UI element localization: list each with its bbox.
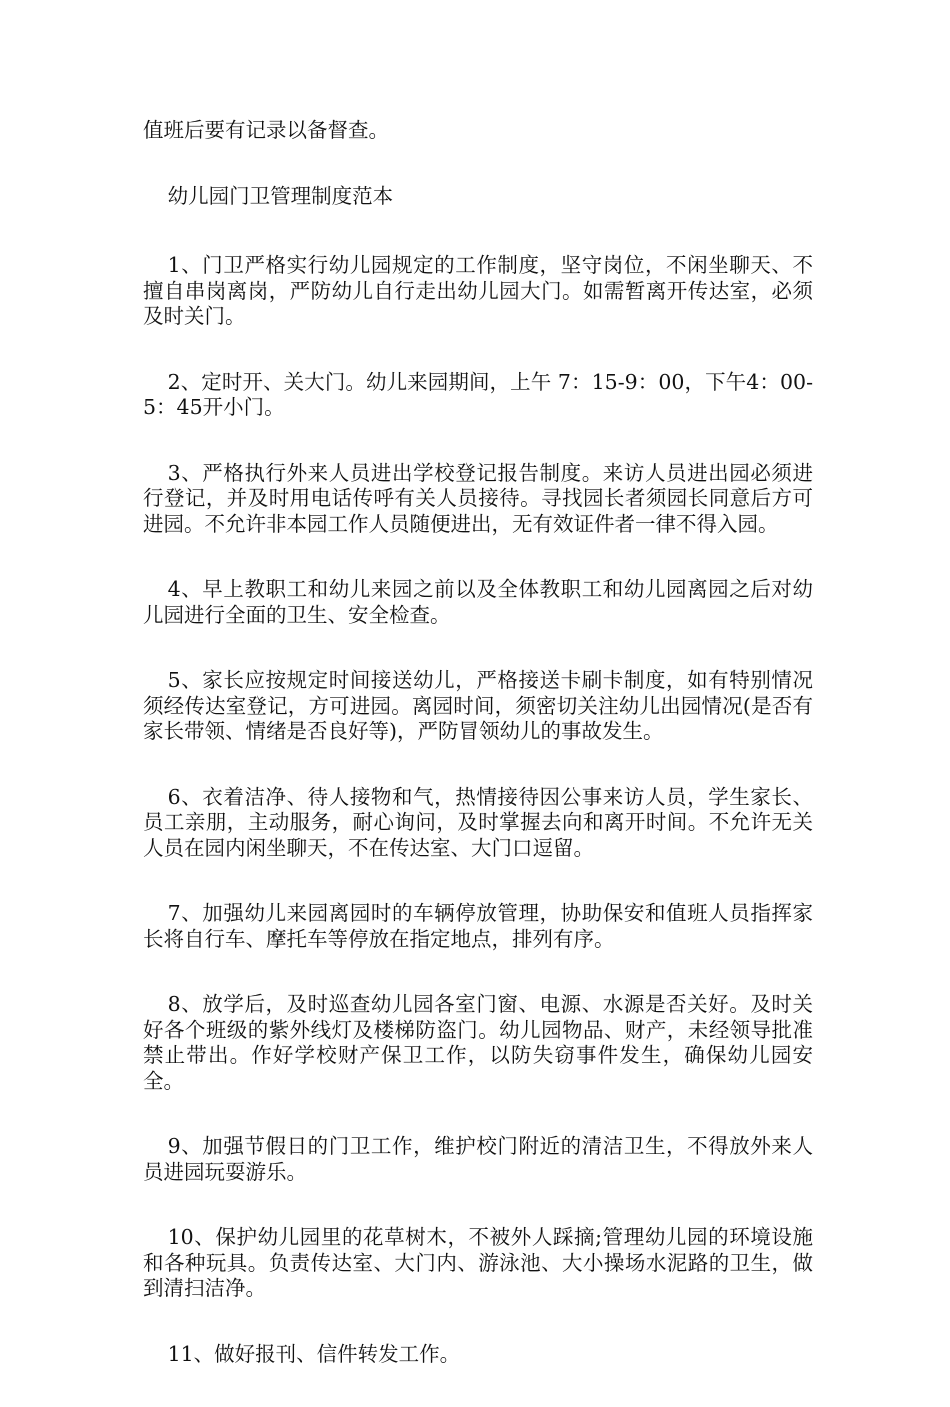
rule-paragraph-4: 4、早上教职工和幼儿来园之前以及全体教职工和幼儿园离园之后对幼儿园进行全面的卫生、安全检查。 xyxy=(143,577,813,627)
lead-paragraph: 值班后要有记录以备督查。 xyxy=(143,118,389,142)
rule-paragraph-9: 9、加强节假日的门卫工作，维护校门附近的清洁卫生，不得放外来人员进园玩耍游乐。 xyxy=(143,1134,813,1184)
rule-paragraph-1: 1、门卫严格实行幼儿园规定的工作制度，坚守岗位，不闲坐聊天、不擅自串岗离岗，严防幼儿自行走出幼儿园大门。如需暂离开传达室，必须及时关门。 xyxy=(143,253,813,328)
document-title: 幼儿园门卫管理制度范本 xyxy=(167,183,394,208)
document-body xyxy=(143,118,813,1407)
rule-paragraph-11: 11、做好报刊、信件转发工作。 xyxy=(167,1341,461,1366)
rule-paragraph-5: 5、家长应按规定时间接送幼儿，严格接送卡刷卡制度，如有特别情况须经传达室登记，方可进园。离园时间，须密切关注幼儿出园情况(是否有家长带领、情绪是否良好等)，严防冒领幼儿的事故发生。 xyxy=(143,668,813,743)
rule-paragraph-10: 10、保护幼儿园里的花草树木，不被外人踩摘;管理幼儿园的环境设施和各种玩具。负责传达室、大门内、游泳池、大小操场水泥路的卫生，做到清扫洁净。 xyxy=(143,1225,813,1300)
rule-paragraph-6: 6、衣着洁净、待人接物和气，热情接待因公事来访人员，学生家长、员工亲朋，主动服务，耐心询问，及时掌握去向和离开时间。不允许无关人员在园内闲坐聊天，不在传达室、大门口逗留。 xyxy=(143,784,813,860)
rule-paragraph-2: 2、定时开、关大门。幼儿来园期间，上午 7：15-9：00，下午4：00-5：45开小门。 xyxy=(143,369,813,419)
rule-paragraph-7: 7、加强幼儿来园离园时的车辆停放管理，协助保安和值班人员指挥家长将自行车、摩托车等停放在指定地点，排列有序。 xyxy=(143,901,813,951)
rule-paragraph-3: 3、严格执行外来人员进出学校登记报告制度。来访人员进出园必须进行登记，并及时用电话传呼有关人员接待。寻找园长者须园长同意后方可进园。不允许非本园工作人员随便进出，无有效证件者一律不得入园。 xyxy=(143,460,813,536)
rule-paragraph-8: 8、放学后，及时巡查幼儿园各室门窗、电源、水源是否关好。及时关好各个班级的紫外线灯及楼梯防盗门。幼儿园物品、财产，未经领导批准禁止带出。作好学校财产保卫工作，以防失窃事件发生，确保幼儿园安全。 xyxy=(143,992,813,1093)
